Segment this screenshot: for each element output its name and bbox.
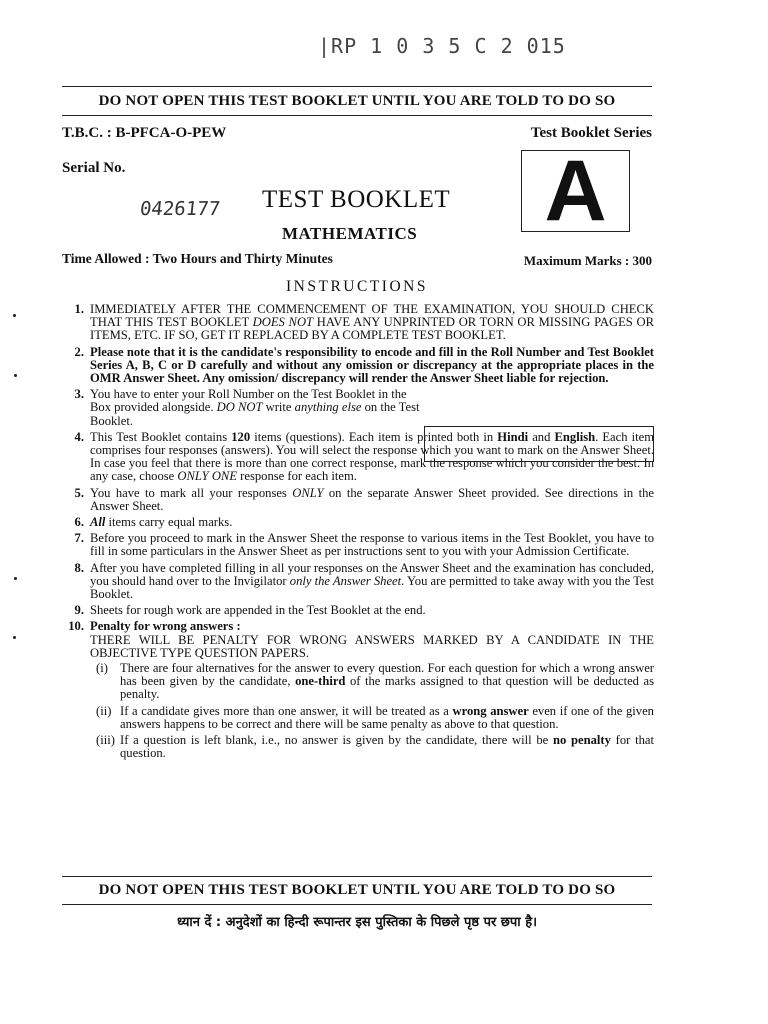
- series-letter-box: [521, 143, 630, 239]
- bottom-warning-banner: DO NOT OPEN THIS TEST BOOKLET UNTIL YOU ARE TOLD TO DO SO: [98, 882, 616, 898]
- subject-title: MATHEMATICS: [282, 224, 418, 243]
- penalty-subitem: (iii) If a question is left blank, i.e., no answer is given by the candidate, there will be no penalty for that question.: [96, 733, 654, 761]
- maximum-marks: Maximum Marks : 300: [523, 253, 652, 268]
- instruction-item: 8. After you have completed filling in all your responses on the Answer Sheet and the examination has concluded, you should hand over to the Invigilator only the Answer Sheet. You are permitted to take away with you the Test Booklet.: [74, 560, 654, 602]
- top-rule: [62, 86, 652, 87]
- hindi-note: ध्यान दें : अनुदेशों का हिन्दी रूपान्तर इस पुस्तिका के पिछले पृष्ठ पर छपा है।: [176, 915, 538, 930]
- penalty-notice: THERE WILL BE PENALTY FOR WRONG ANSWERS MARKED BY A CANDIDATE IN THE OBJECTIVE TYPE QUESTION PAPERS.: [90, 632, 654, 660]
- instructions-list: [62, 303, 654, 764]
- bottom-rule: [62, 876, 652, 877]
- top-banner-rule: [62, 115, 652, 116]
- penalty-subitem: (i) There are four alternatives for the answer to every question. For each question for which a wrong answer has been given by the candidate, one-third of the marks assigned to that question will be deducted as penalty.: [96, 661, 654, 702]
- penalty-subitem: (ii) If a candidate gives more than one answer, it will be treated as a wrong answer even if one of the given answers happens to be correct and there will be same penalty as above to that question.: [96, 703, 654, 731]
- instruction-item: 4. This Test Booklet contains 120 items (questions). Each item is printed both in Hindi and English. Each item comprises four responses (answers). You will select the response which you want to mark on the Answer Sheet. In case you feel that there is more than one correct response, mark the response which you consider the best. In any case, choose ONLY ONE response for each item.: [74, 429, 655, 484]
- series-letter: A: [544, 143, 607, 239]
- instruction-item: 5. You have to mark all your responses ONLY on the separate Answer Sheet provided. See directions in the Answer Sheet.: [74, 485, 654, 513]
- penalty-heading: Penalty for wrong answers :: [90, 619, 241, 634]
- top-warning-banner: DO NOT OPEN THIS TEST BOOKLET UNTIL YOU ARE TOLD TO DO SO: [98, 93, 616, 109]
- time-allowed: Time Allowed : Two Hours and Thirty Minutes: [62, 251, 333, 266]
- serial-label: Serial No.: [62, 160, 126, 176]
- instruction-item-penalty: 10. Penalty for wrong answers : THERE WILL BE PENALTY FOR WRONG ANSWERS MARKED BY A CANDIDATE IN THE OBJECTIVE TYPE QUESTION PAPERS. (i) There are four alternatives for the answer to every question. For each question for which a wrong answer has been given by the candidate, one-third of the marks assigned to that question will be deducted as penalty. (ii) If a candidate gives more than one answer, it will be treated as a wrong answer even if one of the given answers happens to be correct and there will be same penalty as above to that question. (iii) If a question is left blank, i.e., no answer is given by the candidate, there will be no penalty for that question.: [68, 619, 654, 761]
- barcode-stamp: |RP 1 0 3 5 C 2 015: [318, 34, 566, 58]
- instruction-item: 1. IMMEDIATELY AFTER THE COMMENCEMENT OF THE EXAMINATION, YOU SHOULD CHECK THAT THIS TEST BOOKLET DOES NOT HAVE ANY UNPRINTED OR TORN OR MISSING PAGES OR ITEMS, ETC. IF SO, GET IT REPLACED BY A COMPLETE TEST BOOKLET.: [74, 302, 655, 343]
- instruction-item: 6. All items carry equal marks.: [74, 515, 233, 530]
- margin-mark: [13, 636, 16, 639]
- bottom-banner-rule: [62, 904, 652, 905]
- instruction-item: 7. Before you proceed to mark in the Answer Sheet the response to various items in the Test Booklet, you have to fill in some particulars in the Answer Sheet as per instructions sent to you with your Admission Certificate.: [74, 531, 654, 559]
- margin-mark: [14, 374, 17, 377]
- margin-mark: [14, 577, 17, 580]
- tbc-code: T.B.C. : B-PFCA-O-PEW: [62, 125, 227, 141]
- instruction-item: 3. You have to enter your Roll Number on the Test Booklet in the Box provided alongside. DO NOT write anything else on the Test Booklet.: [74, 387, 420, 428]
- booklet-title: TEST BOOKLET: [262, 186, 451, 213]
- series-label: Test Booklet Series: [530, 125, 652, 141]
- serial-number: 0426177: [138, 198, 222, 220]
- instruction-item: 9. Sheets for rough work are appended in the Test Booklet at the end.: [74, 603, 426, 618]
- margin-mark: [13, 314, 16, 317]
- instruction-item: 2. Please note that it is the candidate's responsibility to encode and fill in the Roll Number and Test Booklet Series A, B, C or D carefully and without any omission or discrepancy at the appropriate places in the OMR Answer Sheet. Any omission/ discrepancy will render the Answer Sheet liable for rejection.: [74, 344, 654, 386]
- instructions-heading: INSTRUCTIONS: [286, 278, 428, 295]
- roll-number-box[interactable]: [424, 426, 654, 462]
